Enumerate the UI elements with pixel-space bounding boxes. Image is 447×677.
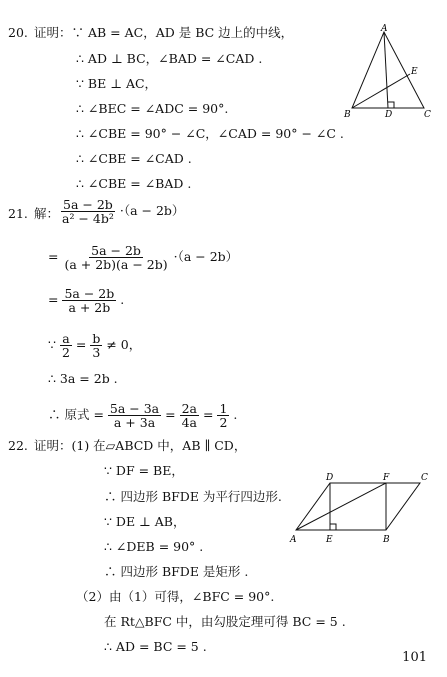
- p20-fig-label-e: E: [411, 67, 418, 77]
- p22-number: 22.: [8, 438, 28, 453]
- p20-line: ∴ ∠CBE = ∠BAD .: [76, 176, 192, 191]
- fraction: $\frac{2a}{4a}$: [181, 401, 197, 430]
- p22-part2: （2）由（1）可得，∠BFC = 90°.: [76, 589, 275, 604]
- p22-fig-label-d: D: [326, 473, 334, 483]
- p22-fig-label-b: B: [383, 535, 390, 545]
- p22-parallelogram-figure: [288, 470, 438, 548]
- p22-line: ∵ DE ⊥ AB，: [104, 514, 186, 529]
- fraction: $\frac{5a - 2b}{a + 2b}$: [64, 286, 115, 315]
- fraction: $\frac{5a - 3a}{a + 3a}$: [109, 401, 160, 430]
- fraction: $\frac{a}{2}$: [61, 331, 70, 360]
- p20-fig-label-c: C: [424, 110, 431, 120]
- p21-number: 21.: [8, 206, 28, 221]
- fraction: $\frac{5a - 2b}{\text{a² − 4b²}}$: [62, 197, 114, 226]
- p22-line: ∴ ∠DEB = 90° .: [104, 539, 204, 554]
- p21-step3: = $\frac{5a - 2b}{a + 2b}$ .: [48, 286, 125, 315]
- p21-step2: = $\frac{5a - 2b}{(a + 2b)(a - 2b)}$ ·（a − 2b）: [48, 243, 239, 272]
- p20-line: ∴ ∠BEC = ∠ADC = 90°.: [76, 101, 229, 116]
- p21-result: ∴ 原式 = $\frac{5a - 3a}{a + 3a}$ = $\frac{2a}{4a}$ = $\frac{1}{2}$ .: [48, 401, 238, 430]
- p20-line: ∴ ∠CBE = ∠CAD .: [76, 151, 192, 166]
- p22-fig-label-a: A: [290, 535, 297, 545]
- p20-head: 证明：∵ AB = AC，AD 是 BC 边上的中线，: [34, 25, 294, 40]
- p20-line: ∴ AD ⊥ BC，∠BAD = ∠CAD .: [76, 51, 263, 66]
- p20-triangle-figure: [340, 24, 435, 122]
- p20-number: 20.: [8, 25, 28, 40]
- p20-fig-label-d: D: [385, 110, 393, 120]
- p22-line: ∴ 四边形 BFDE 为平行四边形.: [104, 489, 282, 504]
- fraction: $\frac{5a - 2b}{(a + 2b)(a - 2b)}$: [64, 243, 168, 272]
- p22-line: ∴ AD = BC = 5 .: [104, 639, 207, 654]
- p20-line: ∵ BE ⊥ AC，: [76, 76, 158, 91]
- page-number: 101: [402, 650, 427, 665]
- p21-ratio-line: ∵ $\frac{a}{2}$ = $\frac{b}{3}$ ≠ 0，: [48, 331, 142, 360]
- p20-fig-label-a: A: [381, 24, 388, 34]
- p22-line: ∵ DF = BE，: [104, 463, 184, 478]
- p22-fig-label-c: C: [421, 473, 428, 483]
- p21-line: ∴ 3a = 2b .: [48, 371, 118, 386]
- p22-line: ∴ 四边形 BFDE 是矩形 .: [104, 564, 249, 579]
- p22-fig-label-f: F: [383, 473, 390, 483]
- p21-step1: $\frac{5a - 2b}{\text{a² − 4b²}}$ ·（a − 2b）: [62, 197, 185, 226]
- p20-line: ∴ ∠CBE = 90° − ∠C，∠CAD = 90° − ∠C .: [76, 126, 344, 141]
- p22-head: 证明：(1) 在▱ABCD 中，AB ∥ CD，: [34, 438, 247, 453]
- fraction: $\frac{1}{2}$: [219, 401, 228, 430]
- p22-fig-label-e: E: [326, 535, 333, 545]
- p22-line: 在 Rt△BFC 中，由勾股定理可得 BC = 5 .: [104, 614, 346, 629]
- p21-label: 解：: [34, 206, 60, 221]
- p20-fig-label-b: B: [344, 110, 351, 120]
- fraction: $\frac{b}{3}$: [92, 331, 101, 360]
